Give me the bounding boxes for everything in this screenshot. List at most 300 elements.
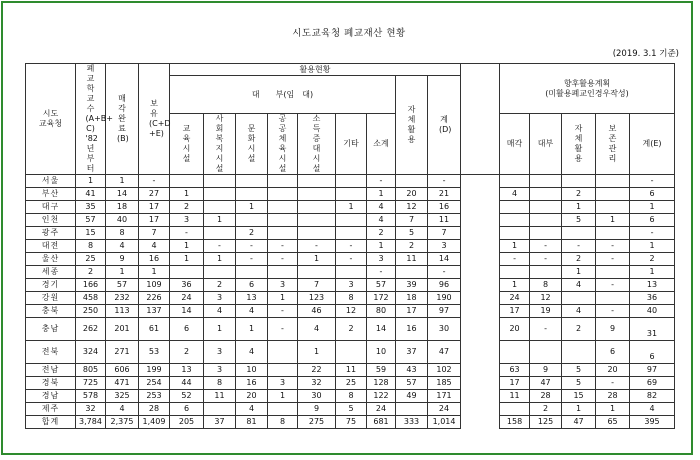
table-cell: 1 xyxy=(236,318,268,341)
header-usage-income xyxy=(298,114,336,175)
table-cell xyxy=(268,364,298,377)
table-cell: 39 xyxy=(396,279,428,292)
table-cell: 1 xyxy=(204,318,236,341)
table-cell: 75 xyxy=(336,416,367,429)
column-gap xyxy=(461,377,500,390)
header-usage-total-label: 계 (D) xyxy=(439,115,452,134)
header-other-label: 기타 xyxy=(343,139,359,148)
table-cell: 1 xyxy=(170,253,204,266)
table-cell: - xyxy=(170,227,204,240)
column-gap xyxy=(461,266,500,279)
table-cell: 102 xyxy=(428,364,461,377)
table-cell xyxy=(562,292,596,305)
table-cell: 113 xyxy=(106,305,139,318)
header-sports-label: 공공 체육 시설 xyxy=(278,114,287,173)
table-cell: 3 xyxy=(204,341,236,364)
table-cell: 12 xyxy=(530,292,562,305)
table-row xyxy=(26,214,675,227)
header-usage-self-label: 자체 활용 xyxy=(407,105,416,144)
table-cell: 4 xyxy=(562,279,596,292)
table-cell: 1 xyxy=(500,279,530,292)
table-cell: 25 xyxy=(76,253,106,266)
table-cell: - xyxy=(596,305,630,318)
table-cell: 1 xyxy=(170,188,204,201)
table-cell: 253 xyxy=(139,390,170,403)
table-cell: 1 xyxy=(268,390,298,403)
table-cell: 31 xyxy=(630,318,675,341)
table-cell: 1 xyxy=(630,266,675,279)
table-cell: 20 xyxy=(236,390,268,403)
table-cell: 6 xyxy=(170,318,204,341)
table-cell: 11 xyxy=(336,364,367,377)
table-cell xyxy=(236,214,268,227)
table-cell: 275 xyxy=(298,416,336,429)
table-cell xyxy=(396,175,428,188)
table-cell: 16 xyxy=(139,253,170,266)
row-region: 강원 xyxy=(26,292,76,305)
table-cell: 5 xyxy=(562,214,596,227)
table-cell: 20 xyxy=(500,318,530,341)
row-region: 서울 xyxy=(26,175,76,188)
table-cell xyxy=(336,266,367,279)
table-cell: 37 xyxy=(204,416,236,429)
table-cell: 1 xyxy=(170,240,204,253)
header-plan-self-label: 자체 활용 xyxy=(574,124,583,163)
table-cell xyxy=(396,266,428,279)
table-cell: 49 xyxy=(396,390,428,403)
header-usage-welfare xyxy=(204,114,236,175)
table-row xyxy=(26,390,675,403)
table-cell: 24 xyxy=(170,292,204,305)
table-cell: - xyxy=(596,253,630,266)
closed-school-table xyxy=(25,63,675,429)
table-cell: 324 xyxy=(76,341,106,364)
table-cell: 5 xyxy=(336,403,367,416)
table-cell: 35 xyxy=(76,201,106,214)
table-cell: 81 xyxy=(236,416,268,429)
table-cell: 171 xyxy=(428,390,461,403)
table-cell: 8 xyxy=(76,240,106,253)
table-cell: 4 xyxy=(106,403,139,416)
header-held xyxy=(139,64,170,175)
table-cell: 57 xyxy=(367,279,396,292)
table-cell: 4 xyxy=(298,318,336,341)
table-cell: 36 xyxy=(630,292,675,305)
table-cell: 10 xyxy=(367,341,396,364)
table-cell: 97 xyxy=(428,305,461,318)
header-plan-lease xyxy=(530,114,562,175)
table-cell: - xyxy=(268,305,298,318)
table-cell: 52 xyxy=(170,390,204,403)
table-cell xyxy=(204,227,236,240)
table-cell: 8 xyxy=(336,292,367,305)
header-usage-edu xyxy=(170,114,204,175)
table-cell xyxy=(298,175,336,188)
table-cell: 1 xyxy=(367,188,396,201)
table-cell: - xyxy=(367,175,396,188)
table-cell: 137 xyxy=(139,305,170,318)
table-cell: 805 xyxy=(76,364,106,377)
table-cell: 47 xyxy=(562,416,596,429)
row-region: 세종 xyxy=(26,266,76,279)
column-gap xyxy=(461,364,500,377)
table-cell: 32 xyxy=(298,377,336,390)
table-cell: - xyxy=(428,266,461,279)
table-cell: 28 xyxy=(596,390,630,403)
table-cell xyxy=(236,266,268,279)
header-sold-label: 매각 완료 (B) xyxy=(117,94,129,143)
header-gap-bottom xyxy=(461,114,500,175)
header-income-label: 소득 증대 시설 xyxy=(312,114,321,173)
row-region: 충남 xyxy=(26,318,76,341)
header-closed-label: 폐교 학교 수 (A+B+ C) '82년 부터 xyxy=(85,64,113,173)
table-cell: 1 xyxy=(204,253,236,266)
table-cell xyxy=(268,175,298,188)
table-cell: 3 xyxy=(170,214,204,227)
table-cell: - xyxy=(596,279,630,292)
header-usage-sports xyxy=(268,114,298,175)
row-region: 대전 xyxy=(26,240,76,253)
table-cell: 17 xyxy=(500,377,530,390)
table-cell: 6 xyxy=(630,341,675,364)
table-row xyxy=(26,377,675,390)
table-cell: 166 xyxy=(76,279,106,292)
row-region: 경기 xyxy=(26,279,76,292)
header-edu-label: 교육 시설 xyxy=(182,124,191,163)
header-plan-total-label: 계(E) xyxy=(642,139,662,148)
table-cell: 158 xyxy=(500,416,530,429)
table-cell: 4 xyxy=(236,403,268,416)
table-cell: 4 xyxy=(500,188,530,201)
table-cell: 201 xyxy=(106,318,139,341)
row-region: 충북 xyxy=(26,305,76,318)
table-cell: - xyxy=(336,240,367,253)
table-cell: 43 xyxy=(396,364,428,377)
table-cell xyxy=(500,403,530,416)
table-cell xyxy=(336,227,367,240)
table-cell: 4 xyxy=(139,240,170,253)
header-plan-preserve-label: 보존 관리 xyxy=(608,124,617,163)
table-cell: 122 xyxy=(367,390,396,403)
row-region: 울산 xyxy=(26,253,76,266)
table-row xyxy=(26,341,675,364)
table-row xyxy=(26,416,675,429)
column-gap xyxy=(461,253,500,266)
header-usage-total xyxy=(428,76,461,175)
table-cell: 262 xyxy=(76,318,106,341)
table-cell: 3 xyxy=(367,253,396,266)
table-cell: 333 xyxy=(396,416,428,429)
table-cell: 82 xyxy=(630,390,675,403)
header-usage-other xyxy=(336,114,367,175)
table-cell: 14 xyxy=(367,318,396,341)
table-cell: 6 xyxy=(630,188,675,201)
table-cell: 1 xyxy=(630,240,675,253)
table-cell: 97 xyxy=(630,364,675,377)
column-gap xyxy=(461,279,500,292)
header-plan-sell xyxy=(500,114,530,175)
table-cell: 25 xyxy=(336,377,367,390)
table-cell: 1 xyxy=(367,240,396,253)
column-gap xyxy=(461,341,500,364)
table-row xyxy=(26,364,675,377)
table-cell: 4 xyxy=(562,305,596,318)
table-cell: 1 xyxy=(500,240,530,253)
column-gap xyxy=(461,292,500,305)
table-cell xyxy=(530,201,562,214)
table-cell: 69 xyxy=(630,377,675,390)
table-cell: - xyxy=(236,253,268,266)
table-cell: 17 xyxy=(139,214,170,227)
table-cell xyxy=(530,341,562,364)
table-cell: 8 xyxy=(204,377,236,390)
row-region: 제주 xyxy=(26,403,76,416)
column-gap xyxy=(461,390,500,403)
header-plan-title: 향후활용계획 xyxy=(563,78,611,88)
table-cell xyxy=(500,266,530,279)
table-cell: - xyxy=(268,240,298,253)
header-usage-culture xyxy=(236,114,268,175)
table-cell: 3 xyxy=(204,364,236,377)
table-cell: 606 xyxy=(106,364,139,377)
header-plan-total xyxy=(630,114,675,175)
table-cell: 47 xyxy=(530,377,562,390)
table-cell: 57 xyxy=(106,279,139,292)
table-cell: - xyxy=(236,240,268,253)
table-cell xyxy=(298,201,336,214)
table-cell: - xyxy=(596,240,630,253)
table-cell xyxy=(336,214,367,227)
table-cell: 41 xyxy=(76,188,106,201)
table-cell xyxy=(500,214,530,227)
header-usage-group: 활용현황 xyxy=(170,64,461,76)
header-plan-subtitle: (미활용폐교인경우작성) xyxy=(545,88,629,98)
table-cell xyxy=(268,266,298,279)
table-cell: 5 xyxy=(562,377,596,390)
table-cell: 2 xyxy=(170,201,204,214)
table-cell: 1 xyxy=(630,201,675,214)
table-cell: 109 xyxy=(139,279,170,292)
table-cell: 19 xyxy=(530,305,562,318)
table-cell: 24 xyxy=(367,403,396,416)
table-cell xyxy=(596,201,630,214)
table-cell: 190 xyxy=(428,292,461,305)
table-cell: 15 xyxy=(562,390,596,403)
table-cell: 36 xyxy=(170,279,204,292)
table-cell: 61 xyxy=(139,318,170,341)
header-plan-lease-label: 대부 xyxy=(537,139,554,148)
row-region: 인천 xyxy=(26,214,76,227)
table-cell: 1 xyxy=(298,253,336,266)
table-cell: 2 xyxy=(396,240,428,253)
table-cell: 3 xyxy=(336,279,367,292)
table-cell xyxy=(298,266,336,279)
table-row xyxy=(26,305,675,318)
table-cell xyxy=(170,266,204,279)
table-cell: 96 xyxy=(428,279,461,292)
table-row xyxy=(26,240,675,253)
table-cell: 725 xyxy=(76,377,106,390)
table-cell: 32 xyxy=(76,403,106,416)
page-title: 시도교육청 폐교재산 현황 xyxy=(292,28,406,39)
table-cell: 471 xyxy=(106,377,139,390)
table-cell xyxy=(268,227,298,240)
table-cell: 1 xyxy=(204,214,236,227)
header-usage-self xyxy=(396,76,428,175)
table-cell: 14 xyxy=(106,188,139,201)
table-cell: 1 xyxy=(562,403,596,416)
table-cell: 2 xyxy=(367,227,396,240)
table-cell xyxy=(500,175,530,188)
table-cell: 3 xyxy=(268,279,298,292)
table-cell: 37 xyxy=(396,341,428,364)
table-cell: 40 xyxy=(630,305,675,318)
table-cell: 232 xyxy=(106,292,139,305)
table-cell xyxy=(500,227,530,240)
table-cell: 14 xyxy=(170,305,204,318)
table-cell: 24 xyxy=(428,403,461,416)
table-row xyxy=(26,403,675,416)
table-cell: 3 xyxy=(204,292,236,305)
table-cell: 13 xyxy=(170,364,204,377)
table-cell xyxy=(336,341,367,364)
table-cell: - xyxy=(367,266,396,279)
table-cell: 11 xyxy=(396,253,428,266)
table-cell: 2 xyxy=(76,266,106,279)
table-cell: 12 xyxy=(336,305,367,318)
table-cell: 1 xyxy=(596,214,630,227)
column-gap xyxy=(461,318,500,341)
table-cell: 21 xyxy=(428,188,461,201)
table-cell: 2 xyxy=(562,188,596,201)
table-cell: 2 xyxy=(170,341,204,364)
table-row xyxy=(26,292,675,305)
table-cell: 8 xyxy=(268,416,298,429)
table-cell: 22 xyxy=(298,364,336,377)
table-cell: 4 xyxy=(367,214,396,227)
table-cell: 1 xyxy=(562,201,596,214)
table-cell: 1 xyxy=(562,266,596,279)
table-cell xyxy=(530,188,562,201)
table-cell: 57 xyxy=(76,214,106,227)
table-cell: 8 xyxy=(336,390,367,403)
table-row xyxy=(26,318,675,341)
row-region: 대구 xyxy=(26,201,76,214)
column-gap xyxy=(461,403,500,416)
table-cell: - xyxy=(298,240,336,253)
table-cell: - xyxy=(530,253,562,266)
table-cell xyxy=(204,201,236,214)
row-region: 전남 xyxy=(26,364,76,377)
table-cell: - xyxy=(204,240,236,253)
header-plan-sell-label: 매각 xyxy=(506,139,523,148)
table-cell: 16 xyxy=(396,318,428,341)
table-cell: 1 xyxy=(76,175,106,188)
table-cell: 30 xyxy=(428,318,461,341)
table-cell xyxy=(268,403,298,416)
table-cell: 1 xyxy=(336,201,367,214)
table-cell xyxy=(530,266,562,279)
table-cell: 1 xyxy=(106,175,139,188)
table-cell xyxy=(204,175,236,188)
table-cell: 2 xyxy=(530,403,562,416)
table-row xyxy=(26,175,675,188)
table-cell: 17 xyxy=(139,201,170,214)
header-usage-subtotal xyxy=(367,114,396,175)
row-region: 전북 xyxy=(26,341,76,364)
table-cell: 128 xyxy=(367,377,396,390)
table-cell: 17 xyxy=(500,305,530,318)
table-cell: 458 xyxy=(76,292,106,305)
table-cell: 125 xyxy=(530,416,562,429)
table-cell: 63 xyxy=(500,364,530,377)
column-gap xyxy=(461,305,500,318)
table-cell: 4 xyxy=(106,240,139,253)
table-cell: - xyxy=(530,240,562,253)
table-cell: - xyxy=(596,377,630,390)
table-cell: 9 xyxy=(298,403,336,416)
table-row xyxy=(26,253,675,266)
header-closed xyxy=(76,64,113,175)
table-cell xyxy=(500,341,530,364)
table-cell: 7 xyxy=(396,214,428,227)
table-cell: - xyxy=(139,175,170,188)
header-region-label: 시도 교육청 xyxy=(38,109,63,128)
table-cell xyxy=(236,175,268,188)
table-cell: 8 xyxy=(106,227,139,240)
table-cell xyxy=(596,188,630,201)
table-cell: 28 xyxy=(530,390,562,403)
header-plan-preserve xyxy=(596,114,630,175)
table-cell: 9 xyxy=(530,364,562,377)
row-region: 합계 xyxy=(26,416,76,429)
table-cell: 11 xyxy=(500,390,530,403)
table-cell: 9 xyxy=(596,318,630,341)
table-cell xyxy=(204,188,236,201)
table-cell xyxy=(268,201,298,214)
table-cell: 15 xyxy=(76,227,106,240)
table-cell xyxy=(268,341,298,364)
header-culture-label: 문화 시설 xyxy=(247,124,256,163)
table-cell: 7 xyxy=(428,227,461,240)
table-cell: 2 xyxy=(204,279,236,292)
table-row xyxy=(26,266,675,279)
table-cell: 1 xyxy=(106,266,139,279)
table-cell xyxy=(562,175,596,188)
table-cell: 123 xyxy=(298,292,336,305)
table-cell: 30 xyxy=(298,390,336,403)
table-cell: 395 xyxy=(630,416,675,429)
table-cell: 65 xyxy=(596,416,630,429)
table-cell xyxy=(596,227,630,240)
header-lease-group: 대 부(임 대) xyxy=(170,76,396,114)
row-region: 광주 xyxy=(26,227,76,240)
table-cell xyxy=(396,403,428,416)
table-cell xyxy=(268,188,298,201)
table-cell xyxy=(336,188,367,201)
table-row xyxy=(26,227,675,240)
table-cell xyxy=(530,214,562,227)
table-cell: - xyxy=(530,318,562,341)
table-cell: 2 xyxy=(336,318,367,341)
table-cell: 16 xyxy=(428,201,461,214)
table-cell: 3 xyxy=(268,377,298,390)
table-cell: 20 xyxy=(396,188,428,201)
document-frame xyxy=(1,1,693,455)
table-cell: 172 xyxy=(367,292,396,305)
table-cell: 1 xyxy=(139,266,170,279)
column-gap xyxy=(461,416,500,429)
